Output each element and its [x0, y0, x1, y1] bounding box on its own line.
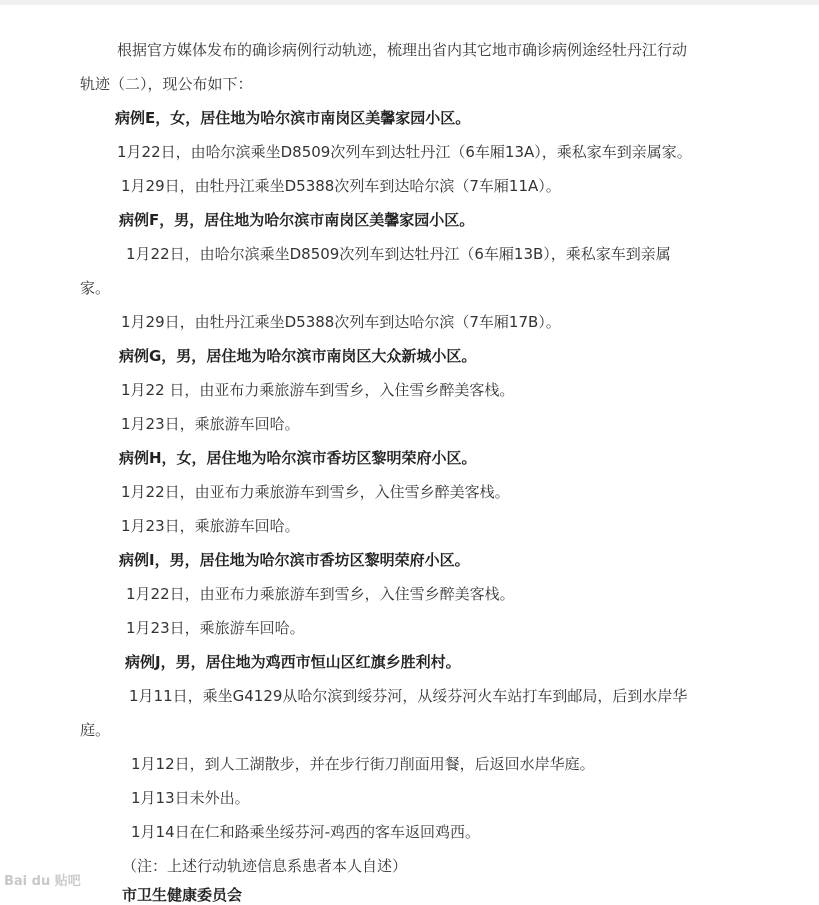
intro-line-2: 轨迹（二），现公布如下： — [80, 75, 253, 93]
case-i-line-2: 1月23日，乘旅游车回哈。 — [126, 619, 305, 637]
case-i-heading: 病例I，男，居住地为哈尔滨市香坊区黎明荣府小区。 — [119, 551, 470, 569]
case-h-line-2: 1月23日，乘旅游车回哈。 — [121, 517, 300, 535]
case-j-line-4: 1月14日在仁和路乘坐绥芬河-鸡西的客车返回鸡西。 — [131, 823, 481, 841]
note-line: （注：上述行动轨迹信息系患者本人自述） — [122, 857, 408, 875]
case-i-line-1: 1月22日，由亚布力乘旅游车到雪乡，入住雪乡醉美客栈。 — [126, 585, 515, 603]
case-f-line-1-wrap: 家。 — [80, 279, 111, 297]
case-j-line-2: 1月12日，到人工湖散步，并在步行街刀削面用餐，后返回水岸华庭。 — [131, 755, 595, 773]
case-e-line-1: 1月22日，由哈尔滨乘坐D8509次列车到达牡丹江（6车厢13A），乘私家车到亲属家。 — [117, 143, 692, 161]
intro-line-1: 根据官方媒体发布的确诊病例行动轨迹，梳理出省内其它地市确诊病例途经牡丹江行动 — [117, 41, 688, 59]
case-f-heading: 病例F，男，居住地为哈尔滨市南岗区美馨家园小区。 — [119, 211, 475, 229]
case-j-heading: 病例J，男，居住地为鸡西市恒山区红旗乡胜利村。 — [125, 653, 461, 671]
case-f-line-2: 1月29日，由牡丹江乘坐D5388次列车到达哈尔滨（7车厢17B）。 — [121, 313, 561, 331]
case-j-line-3: 1月13日未外出。 — [131, 789, 250, 807]
case-e-line-2: 1月29日，由牡丹江乘坐D5388次列车到达哈尔滨（7车厢11A）。 — [121, 177, 561, 195]
case-g-line-1: 1月22 日，由亚布力乘旅游车到雪乡，入住雪乡醉美客栈。 — [121, 381, 515, 399]
case-g-heading: 病例G，男，居住地为哈尔滨市南岗区大众新城小区。 — [119, 347, 477, 365]
case-j-line-1: 1月11日，乘坐G4129从哈尔滨到绥芬河，从绥芬河火车站打车到邮局，后到水岸华 — [129, 687, 688, 705]
case-e-heading: 病例E，女，居住地为哈尔滨市南岗区美馨家园小区。 — [115, 109, 471, 127]
cut-off-line: 市卫生健康委员会 — [122, 886, 243, 904]
case-h-heading: 病例H，女，居住地为哈尔滨市香坊区黎明荣府小区。 — [119, 449, 477, 467]
baidu-tieba-watermark: Bai du 贴吧 — [4, 874, 81, 889]
case-f-line-1: 1月22日，由哈尔滨乘坐D8509次列车到达牡丹江（6车厢13B），乘私家车到亲属 — [126, 245, 671, 263]
top-divider — [0, 0, 819, 5]
case-g-line-2: 1月23日，乘旅游车回哈。 — [121, 415, 300, 433]
case-j-line-1-wrap: 庭。 — [80, 721, 111, 739]
case-h-line-1: 1月22日，由亚布力乘旅游车到雪乡，入住雪乡醉美客栈。 — [121, 483, 510, 501]
